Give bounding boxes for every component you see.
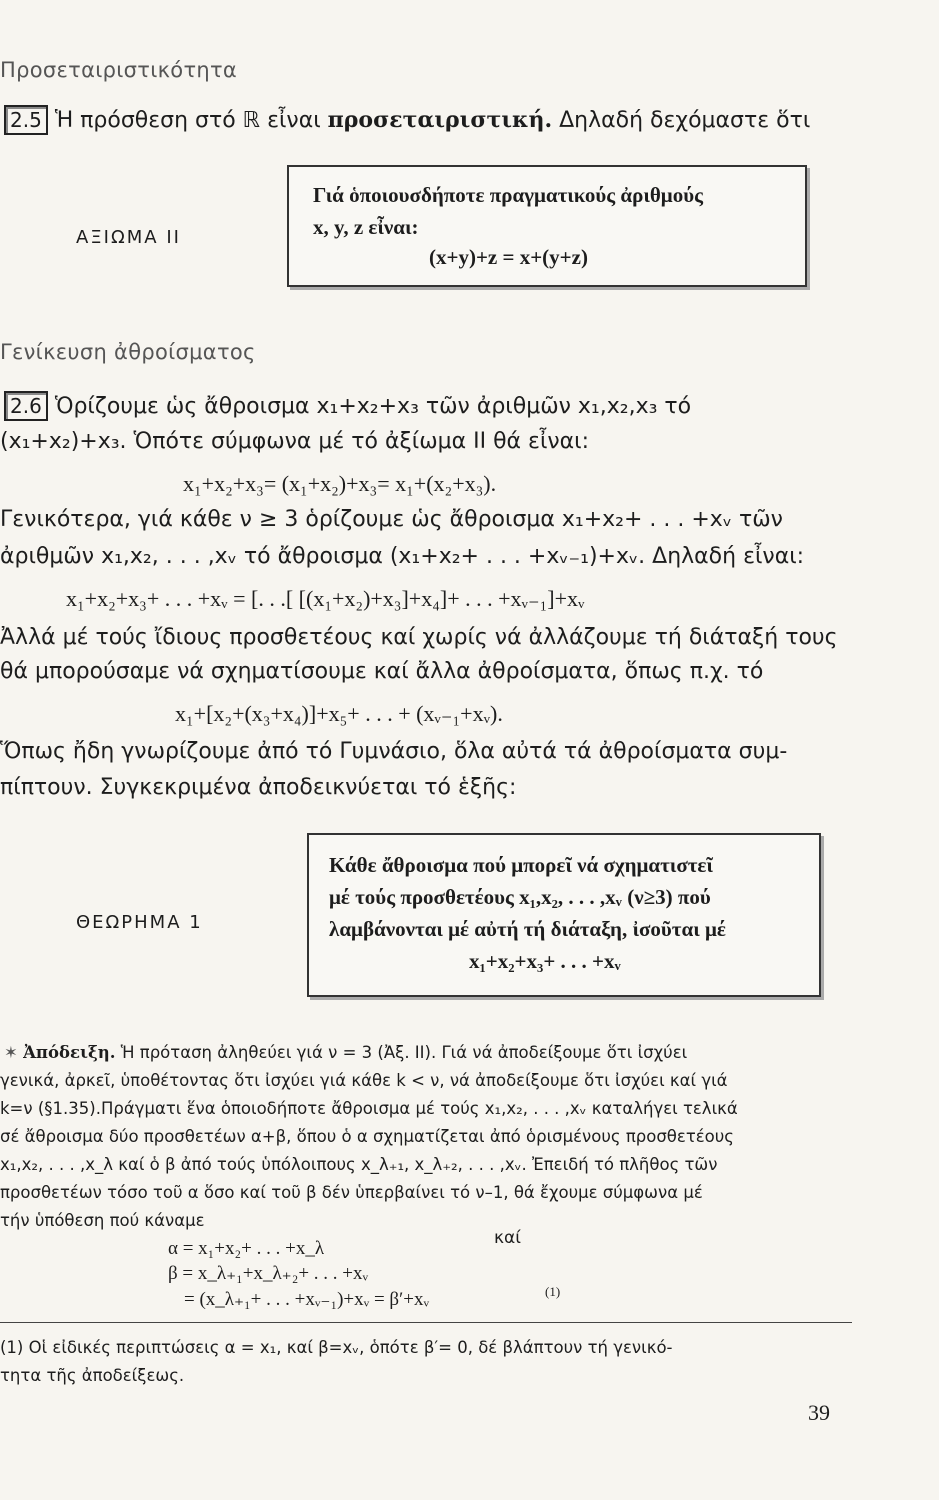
paragraph-line: πίπτουν. Συγκεκριμένα ἀποδεικνύεται τό ἑξῆς: <box>0 775 517 800</box>
theorem-line-3: λαμβάνονται μέ αὐτή τή διάταξη, ἰσοῦται μέ <box>329 917 726 941</box>
theorem-line-2: μέ τούς προσθετέους x₁,x₂, . . . ,xᵥ (ν≥3) πού <box>329 885 711 909</box>
text: Ἡ πρόσθεση στό ℝ εἶναι <box>54 108 328 133</box>
footnote-line-2: τητα τῆς ἀποδείξεως. <box>0 1366 185 1385</box>
equation-three-terms: x₁+x₂+x₃= (x₁+x₂)+x₃= x₁+(x₂+x₃). <box>183 471 497 496</box>
paragraph-line: θά μπορούσαμε νά σχηματίσουμε καί ἄλλα ἀθροίσματα, ὅπως π.χ. τό <box>0 659 764 684</box>
paragraph-line: Ἀλλά μέ τούς ἴδιους προσθετέους καί χωρίς νά ἀλλάζουμε τή διάταξή τους <box>0 625 838 650</box>
proof-line: προσθετέων τόσο τοῦ α ὅσο καί τοῦ β δέν ὑπερβαίνει τό ν–1, θά ἔχουμε σύμφωνα μέ <box>0 1183 703 1202</box>
axiom-box <box>287 165 807 287</box>
page-number: 39 <box>808 1400 830 1425</box>
text: Ἡ πρόταση ἀληθεύει γιά ν = 3 (Ἀξ. ΙΙ). Γιά νά ἀποδείξουμε ὅτι ἰσχύει <box>115 1043 688 1062</box>
paragraph-line: Γενικότερα, γιά κάθε ν ≥ 3 ὁρίζουμε ὡς ἄθροισμα x₁+x₂+ . . . +xᵥ τῶν <box>0 507 783 532</box>
paragraph-number-box: 2.5 <box>4 105 48 135</box>
axiom-line-2: x, y, z εἶναι: <box>313 215 419 239</box>
footnote-divider <box>0 1322 852 1323</box>
kai-word: καί <box>494 1228 521 1248</box>
footnote-marker: (1) <box>545 1284 561 1299</box>
paragraph-2-5 <box>4 103 810 138</box>
bold-term: προσεταιριστική. <box>327 107 553 133</box>
theorem-line-4: x₁+x₂+x₃+ . . . +xᵥ <box>469 949 621 973</box>
paragraph-number-box: 2.6 <box>4 391 48 421</box>
proof-line-1 <box>4 1038 687 1067</box>
footnote-line-1: (1) Οἱ εἰδικές περιπτώσεις α = x₁, καί β=xᵥ, ὁπότε β′= 0, δέ βλάπτουν τή γενικό- <box>0 1338 673 1357</box>
equation-alpha: α = x₁+x₂+ . . . +x_λ <box>168 1238 325 1259</box>
star-icon: ✶ <box>4 1043 18 1062</box>
axiom-formula: (x+y)+z = x+(y+z) <box>429 245 588 269</box>
proof-line: τήν ὑπόθεση πού κάναμε <box>0 1211 205 1230</box>
proof-line: k=ν (§1.35).Πράγματι ἕνα ὁποιοδήποτε ἄθροισμα μέ τούς x₁,x₂, . . . ,xᵥ καταλήγει τελικά <box>0 1099 738 1118</box>
proof-line: σέ ἄθροισμα δύο προσθετέων α+β, ὅπου ὁ α σχηματίζεται ἀπό ὁρισμένους προσθετέους <box>0 1127 734 1146</box>
paragraph-line: Ὅπως ἤδη γνωρίζουμε ἀπό τό Γυμνάσιο, ὅλα αὐτά τά ἀθροίσματα συμ- <box>0 739 788 764</box>
theorem-line-1: Κάθε ἄθροισμα πού μπορεῖ νά σχηματιστεῖ <box>329 853 713 877</box>
section-title-associativity: Προσεταιριστικότητα <box>0 58 238 82</box>
equation-nested-sum: x₁+x₂+x₃+ . . . +xᵥ = [. . .[ [(x₁+x₂)+x₃]+x₄]+ . . . +xᵥ₋₁]+xᵥ <box>66 586 585 611</box>
proof-heading: Ἀπόδειξη. <box>23 1043 116 1062</box>
equation-example-sum: x₁+[x₂+(x₃+x₄)]+x₅+ . . . + (xᵥ₋₁+xᵥ). <box>175 701 503 726</box>
axiom-label: ΑΞΙΩΜΑ ΙΙ <box>76 227 181 248</box>
theorem-box <box>307 833 821 997</box>
theorem-label: ΘΕΩΡΗΜΑ 1 <box>76 912 203 933</box>
paragraph-line: (x₁+x₂)+x₃. Ὁπότε σύμφωνα μέ τό ἀξίωμα ΙΙ θά εἶναι: <box>0 429 590 454</box>
text: Δηλαδή δεχόμαστε ὅτι <box>552 108 811 133</box>
proof-line: x₁,x₂, . . . ,x_λ καί ὁ β ἀπό τούς ὑπόλοιπους x_λ₊₁, x_λ₊₂, . . . ,xᵥ. Ἐπειδή τό πλῆθος τῶν <box>0 1155 718 1174</box>
paragraph-2-6-line-1 <box>4 390 691 424</box>
proof-line: γενικά, ἀρκεῖ, ὑποθέτοντας ὅτι ἰσχύει γιά κάθε k < ν, νά ἀποδείξουμε ὅτι ἰσχύει καί γιά <box>0 1071 728 1090</box>
paragraph-line: ἀριθμῶν x₁,x₂, . . . ,xᵥ τό ἄθροισμα (x₁+x₂+ . . . +xᵥ₋₁)+xᵥ. Δηλαδή εἶναι: <box>0 544 805 569</box>
equation-beta: β = x_λ₊₁+x_λ₊₂+ . . . +xᵥ <box>168 1263 369 1284</box>
text: Ὁρίζουμε ὡς ἄθροισμα x₁+x₂+x₃ τῶν ἀριθμῶν x₁,x₂,x₃ τό <box>54 394 692 419</box>
equation-beta-expanded: = (x_λ₊₁+ . . . +xᵥ₋₁)+xᵥ = β′+xᵥ <box>184 1289 430 1310</box>
axiom-line-1: Γιά ὁποιουσδήποτε πραγματικούς ἀριθμούς <box>313 183 703 207</box>
section-title-generalization: Γενίκευση ἀθροίσματος <box>0 340 256 364</box>
